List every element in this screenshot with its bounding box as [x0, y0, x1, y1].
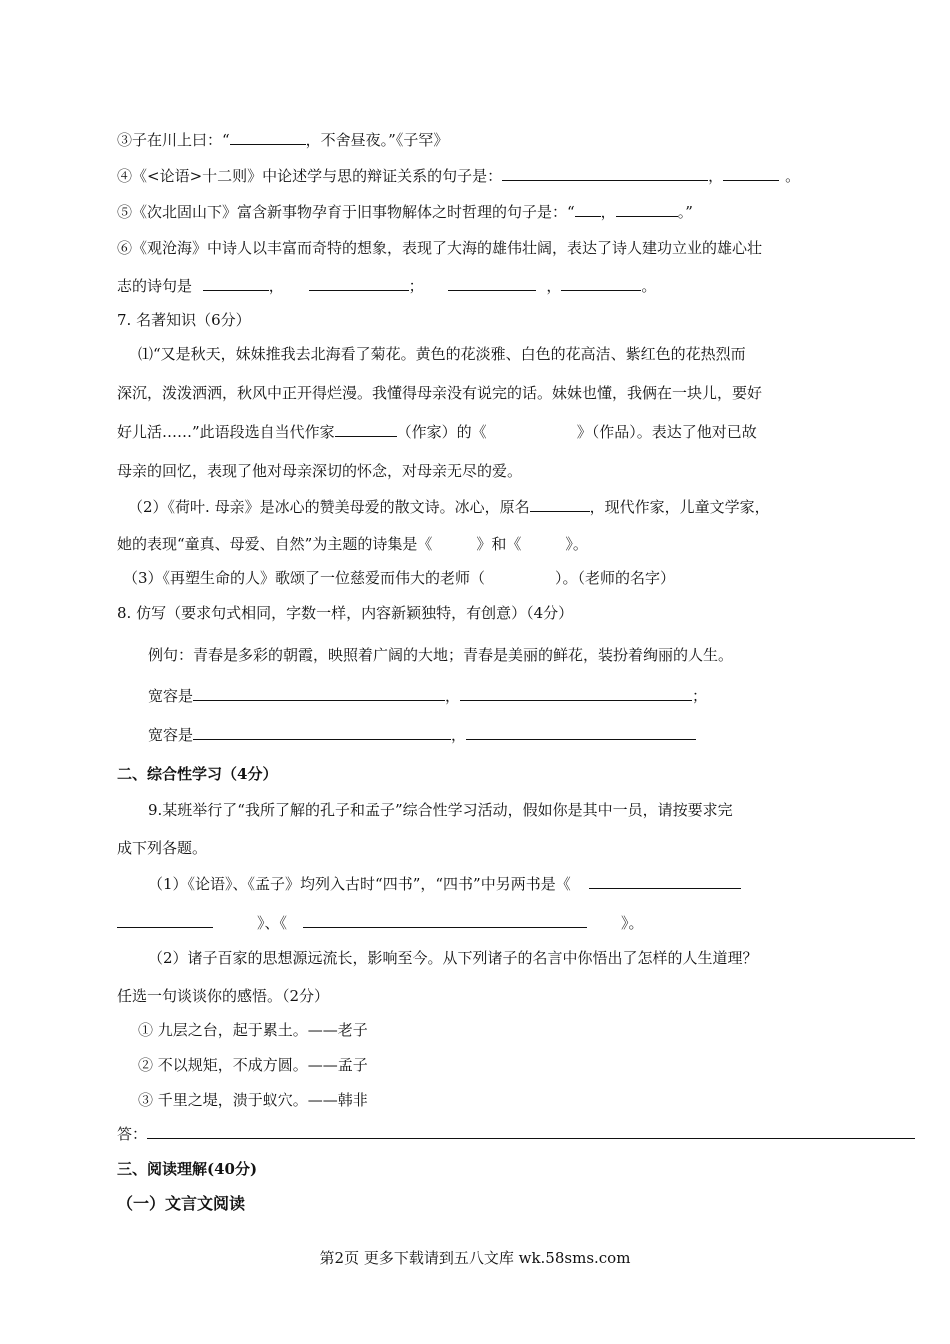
q9-book-blank-1-cont[interactable] [117, 913, 213, 928]
q8-line1-a: 宽容是 [148, 687, 194, 705]
q6-item4-blank-1[interactable] [502, 166, 708, 181]
q9-sub1-line2 [117, 913, 644, 933]
section3-subtitle: （一）文言文阅读 [117, 1194, 246, 1213]
q6-item5-text-b: ， [600, 203, 616, 221]
q6-item6-blank-3[interactable] [448, 276, 536, 291]
q7-title: 7. 名著知识（6分） [117, 311, 251, 329]
q7-p1-line3-b: （作家）的《 [396, 423, 487, 441]
q6-item5 [117, 202, 693, 222]
q9-sub1-line1 [148, 874, 741, 894]
q6-item3-text-a: ③子在川上曰：“ [117, 131, 230, 149]
q7-author-blank[interactable] [335, 422, 397, 437]
q6-item3-blank[interactable] [230, 130, 306, 145]
q7-bingxin-name-blank[interactable] [530, 497, 590, 512]
q9-line1: 9.某班举行了“我所了解的孔子和孟子”综合性学习活动，假如你是其中一员，请按要求完 [148, 801, 733, 819]
q7-p2-line2-c: 》。 [565, 535, 588, 553]
q8-line2-a: 宽容是 [148, 726, 194, 744]
q6-item6-text-a: 志的诗句是 [117, 277, 193, 295]
q9-book-blank-1[interactable] [589, 874, 741, 889]
q7-p1-line3-c: 》（作品）。表达了他对已故 [576, 423, 757, 441]
q7-p1-line1: ⑴“又是秋天，妹妹推我去北海看了菊花。黄色的花淡雅、白色的花高洁、紫红色的花热烈而 [138, 345, 746, 363]
q7-p2-line1-a: （2）《荷叶. 母亲》是冰心的赞美母爱的散文诗。冰心，原名 [128, 498, 530, 516]
q8-line2-b: ， [451, 726, 467, 744]
q9-sub2-line2: 任选一句谈谈你的感悟。（2分） [117, 987, 330, 1005]
section2-title: 二、综合性学习（4分） [117, 765, 278, 783]
q9-answer-blank[interactable] [147, 1124, 915, 1139]
q6-item4-text-a: ④《<论语>十二则》中论述学与思的辩证关系的句子是： [117, 167, 503, 185]
q6-item6-blank-2[interactable] [309, 276, 409, 291]
q8-line2-blank-2[interactable] [466, 725, 696, 740]
q9-quote-2: ② 不以规矩，不成方圆。——孟子 [138, 1056, 368, 1074]
q6-item6-line2 [117, 276, 656, 296]
q6-item5-text-c: 。” [677, 203, 693, 221]
q8-line1-c: ； [692, 687, 708, 705]
q8-title: 8. 仿写（要求句式相同，字数一样，内容新颖独特，有创意）（4分） [117, 604, 574, 622]
q7-p1-line4: 母亲的回忆，表现了他对母亲深切的怀念，对母亲无尽的爱。 [117, 462, 523, 480]
q6-item6-sep1: ， [268, 277, 284, 295]
q7-p2-line1-b: ，现代作家，儿童文学家， [589, 498, 770, 516]
q6-item6-blank-4[interactable] [561, 276, 641, 291]
q9-sub2-line1: （2）诸子百家的思想源远流长，影响至今。从下列诸子的名言中你悟出了怎样的人生道理？ [148, 949, 758, 967]
q9-answer [117, 1124, 915, 1144]
q9-answer-label: 答： [117, 1125, 148, 1143]
q6-item5-blank-2[interactable] [616, 202, 678, 217]
q8-line2-blank-1[interactable] [193, 725, 451, 740]
q8-example: 例句：青春是多彩的朝霞，映照着广阔的大地；青春是美丽的鲜花，装扮着绚丽的人生。 [148, 646, 734, 664]
q9-quote-1: ① 九层之台，起于累土。——老子 [138, 1021, 368, 1039]
q8-line1-blank-2[interactable] [460, 686, 692, 701]
q6-item3 [117, 130, 448, 150]
q7-p3 [123, 568, 675, 588]
q6-item4 [117, 166, 800, 186]
q8-line1-b: ， [445, 687, 461, 705]
q6-item4-blank-2[interactable] [723, 166, 779, 181]
page-footer: 第2页 更多下载请到五八文库 wk.58sms.com [319, 1249, 631, 1267]
q7-p1-line3-a: 好儿活……”此语段选自当代作家 [117, 423, 335, 441]
q6-item5-text-a: ⑤《次北固山下》富含新事物孕育于旧事物解体之时哲理的句子是：“ [117, 203, 575, 221]
q8-line1-blank-1[interactable] [193, 686, 445, 701]
q7-p2-line2-a: 她的表现“童真、母爱、自然”为主题的诗集是《 [117, 535, 433, 553]
q8-line2 [148, 725, 696, 745]
q7-p3-a: （3）《再塑生命的人》歌颂了一位慈爱而伟大的老师（ [123, 569, 486, 587]
q6-item6-sep2: ； [408, 277, 424, 295]
q6-item6-line1: ⑥《观沧海》中诗人以丰富而奇特的想象，表现了大海的雄伟壮阔，表达了诗人建功立业的雄心壮 [117, 239, 763, 257]
q9-sub1-line2-b: 》。 [621, 914, 644, 932]
q6-item6-end: 。 [641, 277, 657, 295]
q6-item4-text-c: 。 [785, 167, 801, 185]
q9-quote-3: ③ 千里之堤，溃于蚁穴。——韩非 [138, 1091, 368, 1109]
q7-p3-b: ）。（老师的名字） [555, 569, 676, 587]
q9-book-blank-2[interactable] [303, 913, 587, 928]
q7-p1-line3 [117, 422, 757, 442]
q9-sub1-line2-a: 》、《 [257, 914, 288, 932]
section3-title: 三、阅读理解(40分) [117, 1160, 258, 1178]
q6-item3-text-b: ，不舍昼夜。”《子罕》 [305, 131, 449, 149]
q6-item5-blank-1[interactable] [575, 202, 601, 217]
q7-p2-line1 [128, 497, 770, 517]
q7-p2-line2 [117, 534, 588, 554]
q9-sub1-line1-text: （1）《论语》、《孟子》均列入古时“四书”，“四书”中另两书是《 [148, 875, 571, 893]
q6-item6-blank-1[interactable] [203, 276, 269, 291]
q7-p1-line2: 深沉，泼泼洒洒，秋风中正开得烂漫。我懂得母亲没有说完的话。妹妹也懂，我俩在一块儿，要好 [117, 384, 763, 402]
q9-line2: 成下列各题。 [117, 839, 208, 857]
q6-item4-text-b: ， [708, 167, 724, 185]
q6-item6-sep3: ， [546, 277, 562, 295]
q7-p2-line2-b: 》和《 [476, 535, 522, 553]
q8-line1 [148, 686, 707, 706]
